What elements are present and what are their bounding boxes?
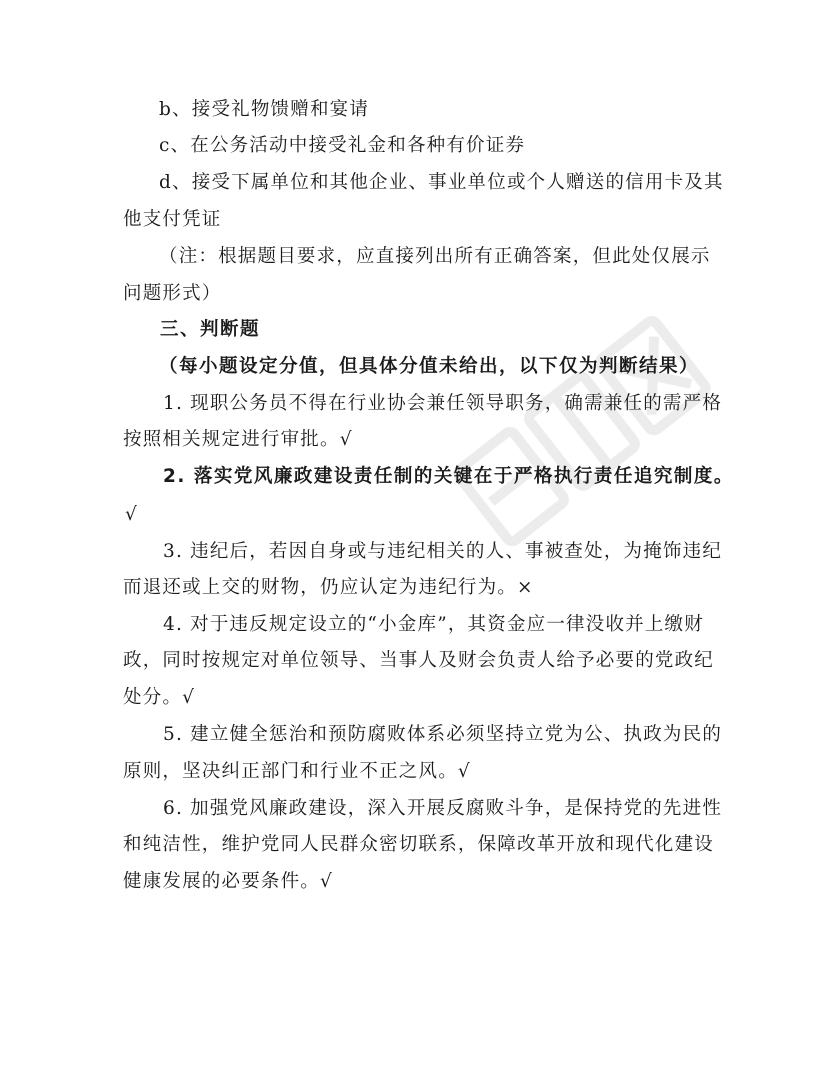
question-6-continued-2: 健康发展的必要条件。√ (123, 871, 333, 892)
note-line-continued: 问题形式） (123, 283, 222, 304)
option-c: c、在公务活动中接受礼金和各种有价证券 (159, 135, 526, 156)
option-d-continued: 他支付凭证 (123, 209, 222, 230)
option-b: b、接受礼物馈赠和宴请 (159, 99, 370, 120)
question-3: 3. 违纪后，若因自身或与违纪相关的人、事被查处，为掩饰违纪 (163, 541, 723, 562)
question-1: 1. 现职公务员不得在行业协会兼任领导职务，确需兼任的需严格 (163, 393, 723, 414)
question-1-continued: 按照相关规定进行审批。√ (123, 429, 353, 450)
question-4-continued-2: 处分。√ (123, 687, 196, 708)
question-2: 2. 落实党风廉政建设责任制的关键在于严格执行责任追究制度。 (163, 466, 734, 487)
question-6: 6. 加强党风廉政建设，深入开展反腐败斗争，是保持党的先进性 (163, 798, 723, 819)
question-6-continued: 和纯洁性，维护党同人民群众密切联系，保障改革开放和现代化建设 (123, 834, 715, 855)
section-note: （每小题设定分值，但具体分值未给出，以下仅为判断结果） (159, 356, 700, 377)
option-d: d、接受下属单位和其他企业、事业单位或个人赠送的信用卡及其 (159, 172, 724, 193)
question-3-continued: 而退还或上交的财物，仍应认定为违纪行为。× (123, 577, 534, 598)
question-2-answer: √ (125, 504, 138, 525)
note-line: （注：根据题目要求，应直接列出所有正确答案，但此处仅展示 (159, 246, 711, 267)
section-heading: 三、判断题 (160, 319, 261, 340)
question-4: 4. 对于违反规定设立的“小金库”，其资金应一律没收并上缴财 (163, 614, 704, 635)
question-5: 5. 建立健全惩治和预防腐败体系必须坚持立党为公、执政为民的 (163, 724, 723, 745)
question-5-continued: 原则，坚决纠正部门和行业不正之风。√ (123, 761, 471, 782)
question-4-continued: 政，同时按规定对单位领导、当事人及财会负责人给予必要的党政纪 (123, 650, 715, 671)
